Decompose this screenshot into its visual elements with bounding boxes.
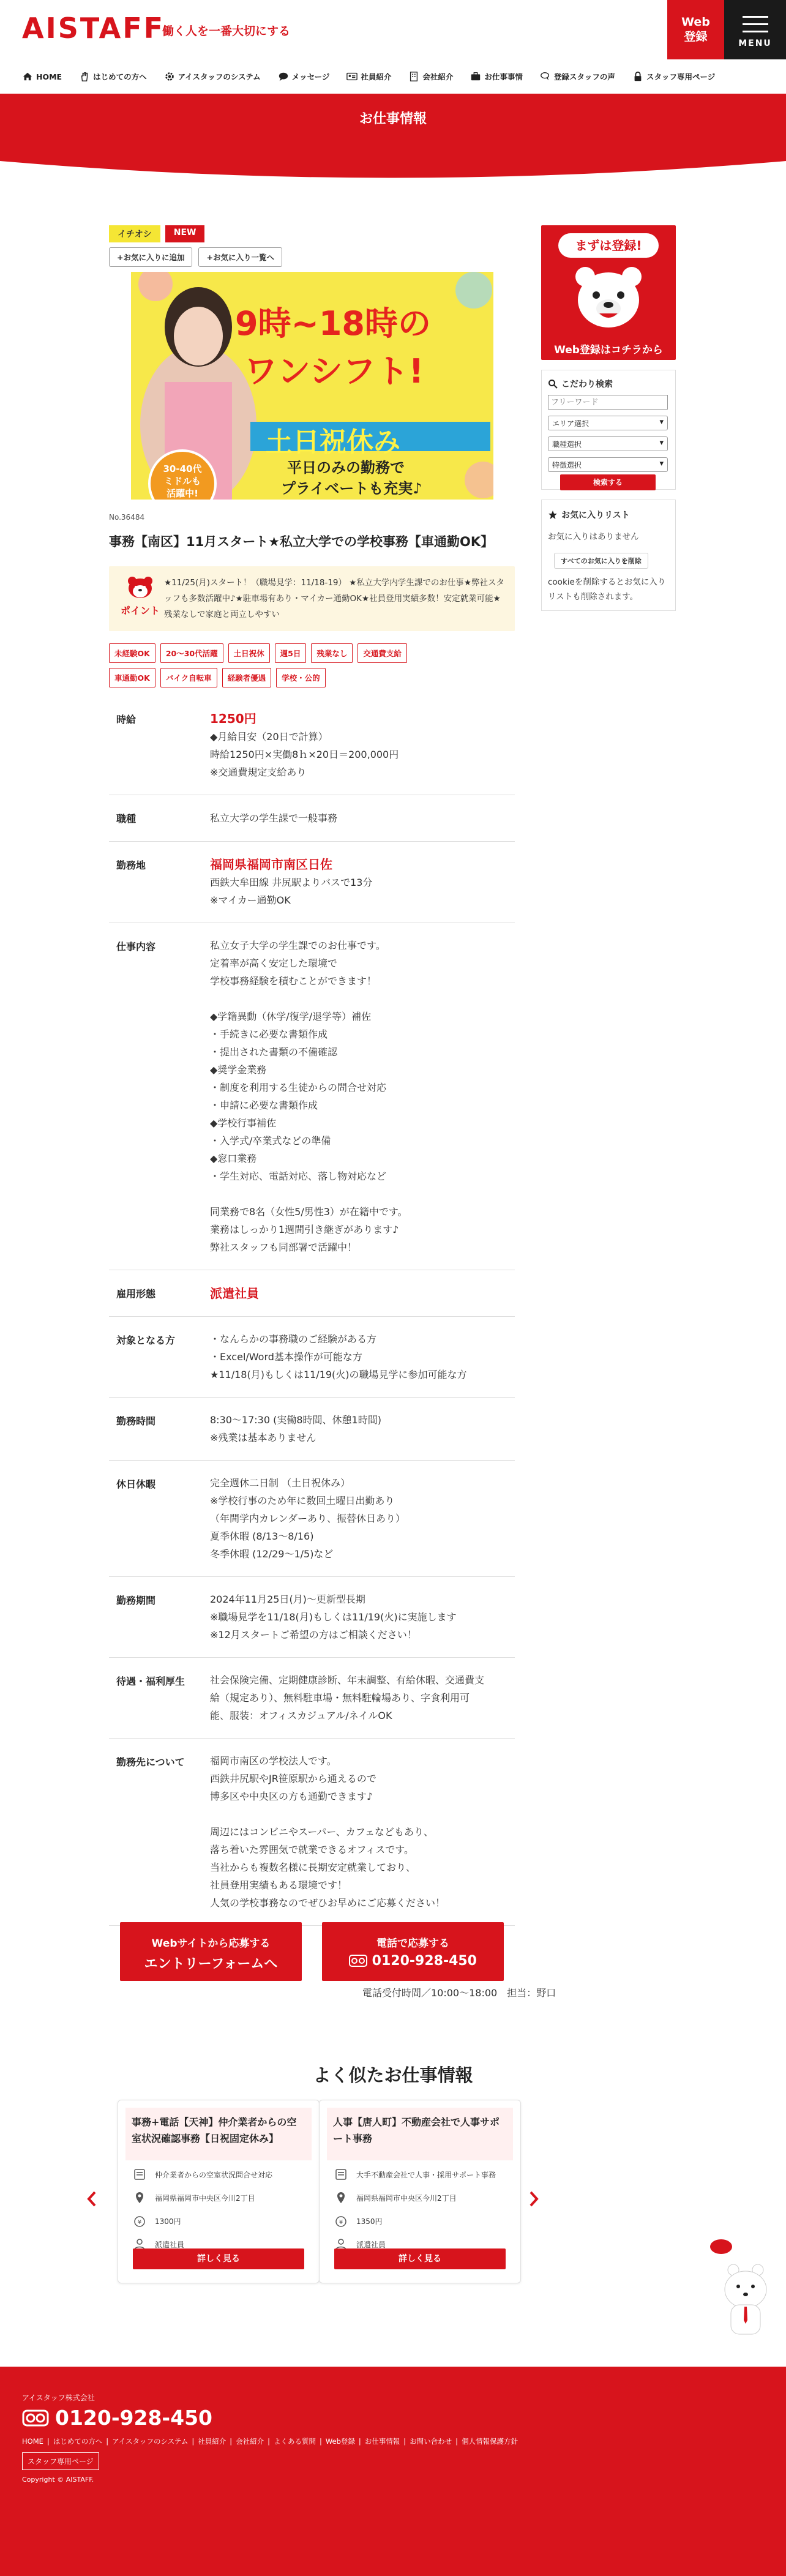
document-icon — [334, 2168, 348, 2181]
info-line: 業務はしっかり1週間引き継ぎがあります♪ — [210, 1224, 399, 1235]
info-line: 人気の学校事務なのでぜひお早めにご応募ください！ — [210, 1897, 446, 1909]
info-label: 職種 — [116, 813, 137, 825]
job-title: 事務【南区】11月スタート★私立大学での学校事務【車通勤OK】 — [109, 534, 494, 549]
lock-icon — [632, 71, 643, 82]
info-value — [210, 696, 515, 795]
footer-link[interactable]: 社員紹介 — [198, 2437, 226, 2446]
info-value — [210, 795, 515, 842]
site-header — [0, 0, 786, 59]
hero-line-3: 土日祝休み — [266, 427, 400, 458]
footer-link[interactable]: お仕事情報 — [364, 2437, 400, 2446]
nav-item-system[interactable] — [164, 71, 261, 82]
info-label: 時給 — [116, 714, 137, 725]
hero-circle-line-3: 活躍中! — [167, 488, 198, 499]
info-line: ◆月給目安（20日で計算） — [210, 731, 328, 743]
speech-icon — [540, 71, 551, 82]
add-favorite-button[interactable]: +お気に入りに追加 — [109, 247, 192, 267]
info-row — [109, 1317, 515, 1398]
info-line: ※残業は基本ありません — [210, 1432, 316, 1443]
info-line: 落ち着いた雰囲気で就業できるオフィスです。 — [210, 1844, 414, 1855]
home-icon — [22, 71, 33, 82]
nav-label: はじめての方へ — [93, 72, 147, 81]
hero-circle-line-2: ミドルも — [163, 476, 201, 487]
feature-select[interactable]: 特徴選択 ▾ — [548, 457, 668, 472]
job-point-box — [109, 566, 515, 631]
info-value — [210, 1658, 515, 1739]
job-type-select[interactable]: 職種選択 ▾ — [548, 436, 668, 451]
footer-link[interactable]: お問い合わせ — [410, 2437, 452, 2446]
nav-item-staff-page[interactable] — [632, 71, 715, 82]
web-register-label-2: 登録 — [684, 30, 708, 43]
carousel-next-icon[interactable] — [528, 2190, 540, 2207]
footer-link-separator: | — [455, 2437, 458, 2446]
hero-circle-line-1: 30-40代 — [163, 463, 202, 474]
info-value — [210, 1577, 515, 1658]
info-value — [210, 1461, 515, 1577]
apply-web-small: Webサイトから応募する — [151, 1938, 271, 1950]
info-line: 夏季休暇 (8/13～8/16) — [210, 1530, 314, 1542]
job-tag: 未経験OK — [109, 643, 155, 663]
info-line: ◆奨学金業務 — [210, 1064, 267, 1076]
footer-link[interactable]: アイスタッフのシステム — [112, 2437, 189, 2446]
register-bubble: まずは登録! — [558, 233, 659, 258]
footer-phone-number: 0120-928-450 — [55, 2406, 213, 2430]
info-row — [109, 1658, 515, 1739]
info-line: ※職場見学を11/18(月)もしくは11/19(火)に実施します — [210, 1611, 457, 1623]
search-title: こだわり検索 — [561, 380, 613, 389]
hand-icon — [79, 71, 90, 82]
yen-icon — [133, 2214, 146, 2228]
similar-job-desc-text: 大手不動産会社で人事・採用サポート事務 — [356, 2170, 496, 2179]
search-button[interactable]: 検索する — [560, 474, 656, 490]
info-value — [210, 1739, 515, 1926]
nav-item-jobs[interactable] — [470, 71, 523, 82]
info-value — [210, 1317, 515, 1398]
footer-link-separator: | — [192, 2437, 195, 2446]
job-tag: 週5日 — [275, 643, 307, 663]
gear-icon — [164, 71, 175, 82]
info-line: 博多区や中央区の方も通勤できます♪ — [210, 1791, 373, 1802]
footer-link[interactable]: HOME — [22, 2437, 43, 2446]
footer-company: アイスタッフ株式会社 — [22, 2394, 95, 2402]
info-row — [109, 923, 515, 1270]
info-line: ・申請に必要な書類作成 — [210, 1099, 318, 1111]
info-line: 社会保険完備、定期健康診断、年末調整、有給休暇、交通費支 — [210, 1674, 485, 1686]
site-footer — [0, 2367, 786, 2576]
footer-links — [22, 2436, 522, 2446]
job-number: No.36484 — [109, 513, 145, 522]
similar-job-card[interactable] — [319, 2100, 521, 2283]
info-line: ・Excel/Word基本操作が可能な方 — [210, 1351, 362, 1363]
similar-jobs-heading: よく似たお仕事情報 — [313, 2065, 473, 2086]
hamburger-icon — [743, 16, 768, 38]
info-value — [210, 842, 515, 923]
info-line: 能、服装：オフィスカジュアル/ネイルOK — [210, 1710, 392, 1721]
info-line: ・制度を利用する生徒からの問合せ対応 — [210, 1082, 387, 1093]
similar-job-title: 人事【唐人町】不動産会社で人事サポート事務 — [327, 2108, 513, 2160]
nav-item-beginners[interactable] — [79, 71, 147, 82]
info-line: 2024年11月25日(月)～更新型長期 — [210, 1593, 365, 1605]
info-highlight: 福岡県福岡市南区日佐 — [210, 857, 332, 872]
info-line: 当社からも複数名様に長期安定就業しており、 — [210, 1862, 416, 1873]
similar-job-desc — [334, 2168, 506, 2181]
similar-job-type-text: 派遣社員 — [356, 2240, 386, 2249]
info-row — [109, 1461, 515, 1577]
nav-label: HOME — [36, 72, 62, 81]
similar-job-place-text: 福岡県福岡市中央区今川2丁目 — [155, 2193, 255, 2203]
similar-job-card[interactable] — [118, 2100, 320, 2283]
similar-job-desc-text: 仲介業者からの空室状況問合せ対応 — [155, 2170, 273, 2179]
footer-link-separator: | — [106, 2437, 109, 2446]
sidebar — [541, 225, 676, 611]
job-tag: 学校・公的 — [276, 668, 326, 687]
similar-job-place — [133, 2191, 304, 2204]
info-row — [109, 696, 515, 795]
similar-job-wage — [334, 2214, 506, 2228]
map-pin-icon — [133, 2191, 146, 2204]
info-label: 勤務地 — [116, 859, 146, 871]
nav-label: 社員紹介 — [361, 72, 392, 81]
nav-label: メッセージ — [291, 72, 330, 81]
info-line: 同業務で8名（女性5/男性3）が在籍中です。 — [210, 1206, 408, 1218]
hero-line-2: ワンシフト! — [244, 352, 424, 391]
nav-label: アイスタッフのシステム — [178, 72, 261, 81]
similar-job-title: 事務+電話【天神】仲介業者からの空室状況確認事務【日祝固定休み】 — [125, 2108, 312, 2160]
similar-job-desc — [133, 2168, 304, 2181]
chat-icon — [278, 71, 289, 82]
map-pin-icon — [334, 2191, 348, 2204]
job-info-table — [109, 696, 515, 1926]
point-label: ポイント — [120, 605, 160, 616]
apply-tel-number: 0120-928-450 — [372, 1953, 477, 1969]
free-dial-icon — [22, 2409, 49, 2427]
info-row — [109, 842, 515, 923]
free-dial-icon — [349, 1955, 367, 1967]
info-value — [210, 923, 515, 1270]
area-select[interactable]: エリア選択 ▾ — [548, 416, 668, 430]
nav-label: 登録スタッフの声 — [553, 72, 615, 81]
star-icon — [548, 510, 558, 520]
bear-mascot-icon — [572, 263, 645, 331]
info-line: ・提出された書類の不備確認 — [210, 1046, 338, 1058]
info-label: 休日休暇 — [116, 1478, 156, 1490]
info-line: ★11/18(月)もしくは11/19(火)の職場見学に参加可能な方 — [210, 1369, 467, 1380]
free-word-input[interactable] — [548, 395, 668, 410]
info-line: 学校事務経験を積むことができます！ — [210, 975, 377, 987]
similar-job-wage-text: 1350円 — [356, 2217, 383, 2226]
info-line: ※交通費規定支給あり — [210, 766, 307, 778]
info-line: ※12月スタートご希望の方はご相談ください！ — [210, 1629, 417, 1641]
yen-icon — [334, 2214, 348, 2228]
favorite-list-button[interactable]: +お気に入り一覧へ — [198, 247, 282, 267]
info-line: ◆学籍異動（休学/復学/退学等）補佐 — [210, 1011, 372, 1022]
carousel-prev-icon[interactable] — [86, 2190, 98, 2207]
job-tags — [109, 643, 452, 687]
info-line: ・なんらかの事務職のご経験がある方 — [210, 1333, 377, 1345]
job-tag: 残業なし — [311, 643, 353, 663]
info-line: （年間学内カレンダーあり、振替休日あり） — [210, 1513, 405, 1524]
new-badge: NEW — [165, 225, 205, 242]
favorite-note: cookieを削除するとお気に入りリストも削除されます。 — [548, 577, 666, 602]
banner-background — [0, 94, 786, 179]
phone-hours: 電話受付時間／10:00～18:00 担当：野口 — [362, 1987, 556, 1999]
menu-button[interactable] — [724, 0, 786, 59]
building-icon — [408, 71, 419, 82]
info-line — [210, 1805, 515, 1823]
info-line: 給（規定あり）、無料駐車場・無料駐輪場あり、字食利用可 — [210, 1692, 470, 1704]
footer-link-separator: | — [268, 2437, 270, 2446]
info-label: 対象となる方 — [116, 1335, 176, 1346]
info-line: 私立大学の学生課で一般事務 — [210, 812, 338, 824]
page-title: お仕事情報 — [359, 111, 427, 127]
info-row — [109, 1577, 515, 1658]
apply-tel-large — [322, 1953, 504, 1969]
apply-buttons — [120, 1922, 506, 1983]
job-detail — [109, 225, 515, 1926]
favorite-empty: お気に入りはありません — [548, 532, 639, 542]
clear-favorites-button[interactable]: すべてのお気に入りを削除 — [554, 553, 648, 569]
bear-icon — [126, 575, 154, 599]
nav-item-voices[interactable] — [540, 71, 615, 82]
info-row — [109, 1739, 515, 1926]
nav-item-home[interactable] — [22, 71, 62, 82]
job-hero-image — [131, 272, 493, 500]
footer-link[interactable]: よくある質問 — [273, 2437, 316, 2446]
job-tag: 土日祝休 — [228, 643, 270, 663]
footer-link-separator: | — [319, 2437, 322, 2446]
favorite-title: お気に入りリスト — [561, 511, 630, 520]
similar-job-wage-text: 1300円 — [155, 2217, 181, 2226]
footer-link[interactable]: はじめての方へ — [53, 2437, 103, 2446]
search-icon — [548, 379, 558, 389]
hero-sub-2: プライベートも充実♪ — [281, 480, 422, 497]
web-register-label-1: Web — [681, 15, 710, 29]
hero-sub-1: 平日のみの勤務で — [287, 459, 405, 476]
info-line: 完全週休二日制 （土日祝休み） — [210, 1477, 351, 1489]
svg-text:¥: ¥ — [339, 2219, 343, 2226]
search-box — [541, 370, 676, 490]
document-icon — [133, 2168, 146, 2181]
footer-link[interactable]: 個人情報保護方針 — [462, 2437, 518, 2446]
info-line — [210, 1185, 515, 1203]
info-label: 勤務時間 — [116, 1415, 156, 1427]
info-line: 西鉄井尻駅やJR笹原駅から通えるので — [210, 1773, 376, 1784]
similar-job-more-button[interactable]: 詳しく見る — [334, 2248, 506, 2269]
job-tag: 交通費支給 — [357, 643, 407, 663]
nav-label: 会社紹介 — [422, 72, 454, 81]
info-line — [210, 990, 515, 1008]
apply-tel-button[interactable] — [322, 1922, 504, 1981]
info-row — [109, 1270, 515, 1317]
apply-web-large: エントリーフォームへ — [144, 1956, 278, 1972]
footer-link[interactable]: 会社紹介 — [236, 2437, 264, 2446]
id-card-icon — [346, 71, 357, 82]
info-line: ※マイカー通勤OK — [210, 894, 291, 906]
footer-copyright: Copyright © AISTAFF. — [22, 2476, 94, 2484]
point-text: ★11/25(月)スタート！（職場見学：11/18-19） ★私立大学内学生課でのお仕事★弊社スタッフも多数活躍中♪★駐車場有あり・マイカー通勤OK★社員登用実績多数！安定就業可能★残業なしで家庭と両立しやすい — [164, 578, 504, 620]
nav-item-company[interactable] — [408, 71, 453, 82]
info-line: ・手続きに必要な書類作成 — [210, 1028, 328, 1040]
job-tag: バイク自転車 — [160, 668, 217, 687]
briefcase-icon — [470, 71, 481, 82]
similar-job-type-text: 派遣社員 — [155, 2240, 185, 2249]
web-register-button[interactable] — [667, 0, 724, 59]
apply-web-button[interactable] — [120, 1922, 302, 1981]
info-label: 仕事内容 — [116, 941, 156, 953]
info-line: ◆窓口業務 — [210, 1153, 257, 1164]
nav-label: お仕事事情 — [484, 72, 523, 81]
nav-label: スタッフ専用ページ — [646, 72, 716, 81]
job-tag: 経験者優遇 — [222, 668, 272, 687]
info-line: 冬季休暇 (12/29～1/5)など — [210, 1548, 334, 1560]
nav-item-staff-intro[interactable] — [346, 71, 391, 82]
floating-mascot-icon[interactable] — [709, 2228, 770, 2338]
info-label: 待遇・福利厚生 — [116, 1676, 185, 1687]
similar-job-place-text: 福岡県福岡市中央区今川2丁目 — [356, 2193, 457, 2203]
info-line: 弊社スタッフも同部署で活躍中！ — [210, 1241, 357, 1253]
register-banner[interactable] — [541, 225, 676, 360]
menu-label: MENU — [738, 39, 772, 48]
info-line: 8:30～17:30 (実働8時間、休憩1時間) — [210, 1414, 381, 1426]
apply-tel-small: 電話で応募する — [376, 1938, 449, 1950]
info-line: 定着率が高く安定した環境で — [210, 957, 338, 969]
global-nav — [0, 59, 786, 94]
page-banner — [0, 94, 786, 179]
similar-job-place — [334, 2191, 506, 2204]
info-line: 福岡市南区の学校法人です。 — [210, 1755, 337, 1767]
footer-link-separator: | — [230, 2437, 233, 2446]
info-line: ◆学校行事補佐 — [210, 1117, 277, 1129]
job-tag: 車通勤OK — [109, 668, 155, 687]
info-line: 西鉄大牟田線 井尻駅よりバスで13分 — [210, 877, 373, 888]
svg-text:¥: ¥ — [137, 2219, 142, 2226]
job-tag: 20～30代活躍 — [160, 643, 223, 663]
info-value — [210, 1270, 515, 1317]
favorite-box — [541, 500, 676, 611]
footer-link[interactable]: Web登録 — [325, 2437, 355, 2446]
footer-phone[interactable] — [22, 2406, 212, 2430]
info-value — [210, 1398, 515, 1461]
hero-line-1: 9時~18時の — [235, 304, 431, 343]
info-line: 私立女子大学の学生課でのお仕事です。 — [210, 940, 386, 951]
footer-staff-page-button[interactable]: スタッフ専用ページ — [22, 2452, 99, 2470]
register-banner-label: Web登録はコチラから — [554, 344, 663, 356]
footer-link-separator: | — [403, 2437, 406, 2446]
info-label: 勤務期間 — [116, 1595, 156, 1606]
info-label: 勤務先について — [116, 1756, 185, 1768]
info-line: 時給1250円×実働8ｈ×20日＝200,000円 — [210, 749, 399, 760]
info-line: ・学生対応、電話対応、落し物対応など — [210, 1170, 387, 1182]
similar-job-wage — [133, 2214, 304, 2228]
info-highlight: 1250円 — [210, 711, 256, 726]
info-line: ・入学式/卒業式などの準備 — [210, 1135, 331, 1147]
footer-link-separator: | — [47, 2437, 50, 2446]
similar-job-more-button[interactable]: 詳しく見る — [133, 2248, 304, 2269]
info-row — [109, 1398, 515, 1461]
footer-link-separator: | — [358, 2437, 361, 2446]
recommend-badge: イチオシ — [109, 225, 160, 242]
info-line: 周辺にはコンビニやスーパー、カフェなどもあり、 — [210, 1826, 433, 1838]
info-label: 雇用形態 — [116, 1288, 156, 1300]
nav-item-message[interactable] — [278, 71, 330, 82]
info-row — [109, 795, 515, 842]
info-line: 社員登用実績もある環境です！ — [210, 1879, 348, 1891]
info-highlight: 派遣社員 — [210, 1286, 259, 1301]
info-line: ※学校行事のため年に数回土曜日出勤あり — [210, 1495, 395, 1507]
site-tagline: 働く人を一番大切にする — [162, 24, 291, 38]
site-logo[interactable]: AISTAFF — [22, 12, 165, 45]
